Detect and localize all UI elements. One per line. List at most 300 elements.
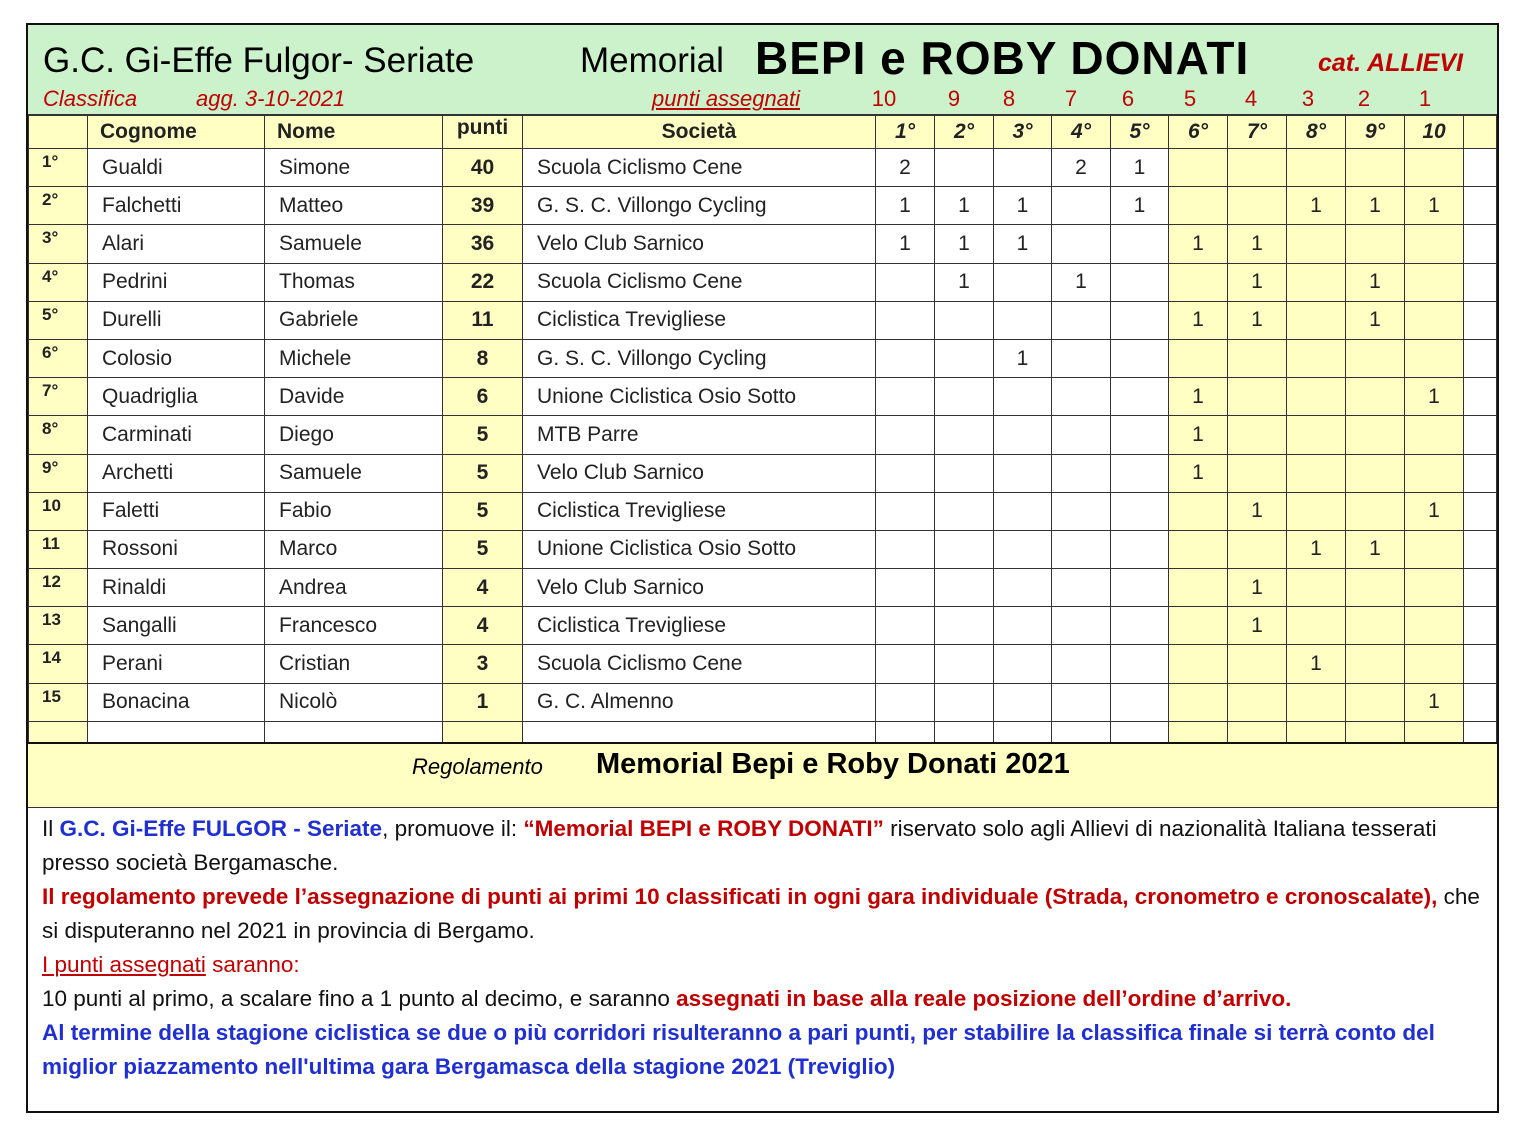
position-count-cell: [1111, 607, 1169, 645]
position-count-cell: [1111, 454, 1169, 492]
spare-cell: [1464, 569, 1497, 607]
rank-cell: 12: [29, 569, 88, 607]
position-count-cell: 1: [1287, 645, 1346, 683]
points-cell: 5: [443, 530, 523, 568]
position-count-cell: 1: [1169, 225, 1228, 263]
name-cell: Thomas: [265, 263, 443, 301]
points-value: 3: [1301, 86, 1315, 111]
position-count-cell: [1169, 492, 1228, 530]
memorial-label: Memorial: [580, 41, 724, 80]
position-count-cell: [876, 301, 935, 339]
position-count-cell: [876, 454, 935, 492]
position-count-cell: 1: [1405, 492, 1464, 530]
position-count-cell: [1052, 645, 1111, 683]
surname-cell: Sangalli: [88, 607, 265, 645]
position-count-cell: [1346, 492, 1405, 530]
position-header: 3°: [994, 116, 1052, 149]
position-count-cell: [1287, 378, 1346, 416]
table-row: [29, 645, 1497, 683]
position-count-cell: [1405, 416, 1464, 454]
position-header: 9°: [1346, 116, 1405, 149]
name-cell: Davide: [265, 378, 443, 416]
position-count-cell: 1: [1169, 416, 1228, 454]
position-count-cell: 1: [994, 225, 1052, 263]
position-count-cell: [876, 339, 935, 377]
standings-table: [28, 115, 1497, 757]
table-row: [29, 492, 1497, 530]
points-header: punti: [443, 116, 523, 149]
classifica-label: Classifica: [43, 86, 138, 111]
position-count-cell: [1405, 225, 1464, 263]
points-value: 7: [1064, 86, 1078, 111]
position-count-cell: [1169, 339, 1228, 377]
position-count-cell: [1169, 645, 1228, 683]
surname-cell: Faletti: [88, 492, 265, 530]
points-cell: 4: [443, 569, 523, 607]
position-count-cell: [1111, 645, 1169, 683]
team-cell: Ciclistica Trevigliese: [523, 301, 876, 339]
rules-paragraph-4: 10 punti al primo, a scalare fino a 1 punto al decimo, e saranno assegnati in base alla reale posizione dell’ordine d’arrivo.: [42, 986, 1292, 1011]
spare-cell: [1464, 301, 1497, 339]
position-count-cell: [876, 645, 935, 683]
position-count-cell: [935, 607, 994, 645]
position-count-cell: [1111, 339, 1169, 377]
position-count-cell: 1: [1346, 187, 1405, 225]
points-value: 4: [1244, 86, 1258, 111]
position-count-cell: 1: [1111, 187, 1169, 225]
position-count-cell: [1346, 416, 1405, 454]
position-count-cell: [1052, 339, 1111, 377]
position-count-cell: 1: [1287, 530, 1346, 568]
table-row: [29, 263, 1497, 301]
position-count-cell: [1111, 301, 1169, 339]
team-header: Società: [523, 116, 876, 149]
position-count-cell: [1228, 416, 1287, 454]
points-value: 6: [1121, 86, 1135, 111]
points-cell: 5: [443, 454, 523, 492]
position-count-cell: 1: [1169, 454, 1228, 492]
points-cell: 11: [443, 301, 523, 339]
position-count-cell: [1052, 301, 1111, 339]
position-count-cell: [994, 454, 1052, 492]
position-count-cell: [1405, 301, 1464, 339]
position-count-cell: [1287, 607, 1346, 645]
position-count-cell: [1052, 569, 1111, 607]
points-value: 9: [947, 86, 961, 111]
position-count-cell: 1: [935, 263, 994, 301]
rules-paragraph-1: Il G.C. Gi-Effe FULGOR - Seriate, promuove il: “Memorial BEPI e ROBY DONATI” riservato solo agli Allievi di nazionalità Italiana tesserati presso società Bergamasche.: [42, 816, 1437, 875]
rules-title: Memorial Bepi e Roby Donati 2021: [596, 748, 1070, 780]
position-count-cell: [1052, 492, 1111, 530]
team-cell: Scuola Ciclismo Cene: [523, 149, 876, 187]
position-count-cell: [1346, 225, 1405, 263]
team-cell: Velo Club Sarnico: [523, 454, 876, 492]
category-label: cat. ALLIEVI: [1318, 49, 1463, 77]
points-cell: 39: [443, 187, 523, 225]
position-count-cell: [1287, 339, 1346, 377]
surname-cell: Pedrini: [88, 263, 265, 301]
rank-cell: 11: [29, 530, 88, 568]
position-count-cell: [1405, 530, 1464, 568]
position-count-cell: [1228, 187, 1287, 225]
position-count-cell: [1346, 378, 1405, 416]
points-value: 10: [871, 86, 897, 111]
table-row: [29, 301, 1497, 339]
team-cell: G. S. C. Villongo Cycling: [523, 187, 876, 225]
position-count-cell: [994, 645, 1052, 683]
rank-header: [29, 116, 88, 149]
rank-cell: 1°: [29, 149, 88, 187]
surname-cell: Colosio: [88, 339, 265, 377]
name-header: Nome: [265, 116, 443, 149]
points-cell: 40: [443, 149, 523, 187]
points-cell: 8: [443, 339, 523, 377]
team-cell: Unione Ciclistica Osio Sotto: [523, 530, 876, 568]
spare-cell: [1464, 263, 1497, 301]
position-count-cell: [876, 492, 935, 530]
position-count-cell: [1405, 569, 1464, 607]
team-cell: G. C. Almenno: [523, 683, 876, 721]
position-count-cell: [994, 607, 1052, 645]
position-count-cell: [876, 378, 935, 416]
points-cell: 36: [443, 225, 523, 263]
rules-label: Regolamento: [412, 754, 543, 779]
table-row: [29, 378, 1497, 416]
position-count-cell: [1169, 683, 1228, 721]
surname-cell: Durelli: [88, 301, 265, 339]
rank-cell: 4°: [29, 263, 88, 301]
position-count-cell: 1: [1228, 301, 1287, 339]
position-count-cell: [1346, 149, 1405, 187]
spare-cell: [1464, 683, 1497, 721]
table-row: [29, 569, 1497, 607]
position-count-cell: [1405, 149, 1464, 187]
points-value: 2: [1357, 86, 1371, 111]
rules-paragraph-2: Il regolamento prevede l’assegnazione di punti ai primi 10 classificati in ogni gara individuale (Strada, cronometro e cronoscalate), che si disputeranno nel 2021 in provincia di Bergamo.: [42, 884, 1480, 943]
position-count-cell: [876, 530, 935, 568]
table-row: [29, 339, 1497, 377]
position-count-cell: 1: [1405, 683, 1464, 721]
position-count-cell: 1: [876, 187, 935, 225]
position-count-cell: [1228, 530, 1287, 568]
position-count-cell: 1: [1346, 301, 1405, 339]
position-count-cell: 2: [876, 149, 935, 187]
position-count-cell: [1405, 339, 1464, 377]
team-cell: Ciclistica Trevigliese: [523, 607, 876, 645]
points-value: 8: [1002, 86, 1016, 111]
position-count-cell: [994, 416, 1052, 454]
position-count-cell: 1: [1111, 149, 1169, 187]
position-count-cell: [1169, 569, 1228, 607]
rules-header: [28, 744, 1497, 808]
position-header: 2°: [935, 116, 994, 149]
position-count-cell: [1287, 454, 1346, 492]
position-count-cell: [1111, 492, 1169, 530]
position-header: 8°: [1287, 116, 1346, 149]
club-title: G.C. Gi-Effe Fulgor- Seriate: [43, 41, 475, 80]
position-count-cell: [994, 378, 1052, 416]
position-header: 10: [1405, 116, 1464, 149]
position-count-cell: [994, 301, 1052, 339]
update-date: agg. 3-10-2021: [196, 86, 346, 111]
spare-cell: [1464, 149, 1497, 187]
surname-cell: Archetti: [88, 454, 265, 492]
position-count-cell: [1287, 416, 1346, 454]
table-row: [29, 149, 1497, 187]
position-count-cell: [1228, 645, 1287, 683]
name-cell: Francesco: [265, 607, 443, 645]
position-count-cell: [1111, 378, 1169, 416]
table-header-row: [29, 116, 1497, 149]
rank-cell: 14: [29, 645, 88, 683]
position-count-cell: 1: [1228, 492, 1287, 530]
standings-header: [28, 25, 1497, 115]
position-count-cell: [1111, 416, 1169, 454]
position-count-cell: [935, 378, 994, 416]
position-count-cell: [1346, 645, 1405, 683]
position-count-cell: [1169, 530, 1228, 568]
surname-header: Cognome: [88, 116, 265, 149]
points-assigned-label: punti assegnati: [652, 86, 800, 111]
rules-panel: [26, 742, 1499, 1113]
rank-cell: 10: [29, 492, 88, 530]
points-cell: 22: [443, 263, 523, 301]
table-row: [29, 530, 1497, 568]
rank-cell: 6°: [29, 339, 88, 377]
position-count-cell: [1287, 149, 1346, 187]
surname-cell: Rossoni: [88, 530, 265, 568]
position-count-cell: [935, 149, 994, 187]
spare-cell: [1464, 492, 1497, 530]
position-count-cell: [1111, 530, 1169, 568]
position-count-cell: 1: [1287, 187, 1346, 225]
position-count-cell: [1228, 149, 1287, 187]
rules-paragraph-3: I punti assegnati saranno:: [42, 952, 300, 977]
position-count-cell: [876, 607, 935, 645]
team-cell: Velo Club Sarnico: [523, 569, 876, 607]
position-count-cell: 1: [1228, 569, 1287, 607]
position-count-cell: [994, 149, 1052, 187]
table-row: [29, 225, 1497, 263]
position-count-cell: [1052, 607, 1111, 645]
position-count-cell: [1228, 683, 1287, 721]
position-header: 7°: [1228, 116, 1287, 149]
points-cell: 5: [443, 492, 523, 530]
team-cell: G. S. C. Villongo Cycling: [523, 339, 876, 377]
position-count-cell: 1: [1169, 301, 1228, 339]
spare-cell: [1464, 454, 1497, 492]
club-name: G.C. Gi-Effe FULGOR - Seriate: [59, 816, 383, 841]
position-count-cell: 1: [1169, 378, 1228, 416]
position-count-cell: 1: [1228, 263, 1287, 301]
position-count-cell: [1052, 416, 1111, 454]
position-count-cell: 1: [994, 339, 1052, 377]
position-count-cell: [1346, 569, 1405, 607]
position-count-cell: [1052, 187, 1111, 225]
points-cell: 4: [443, 607, 523, 645]
name-cell: Nicolò: [265, 683, 443, 721]
position-count-cell: [1111, 569, 1169, 607]
team-cell: Velo Club Sarnico: [523, 225, 876, 263]
position-count-cell: 1: [1346, 530, 1405, 568]
rank-cell: 9°: [29, 454, 88, 492]
position-count-cell: [876, 569, 935, 607]
team-cell: Scuola Ciclismo Cene: [523, 263, 876, 301]
rank-cell: 7°: [29, 378, 88, 416]
rules-paragraph-5: Al termine della stagione ciclistica se due o più corridori risulteranno a pari punti, per stabilire la classifica finale si terrà conto del miglior piazzamento nell'ultima gara Bergamasca della stagione 2021 (Treviglio): [42, 1020, 1435, 1079]
position-count-cell: [1287, 301, 1346, 339]
points-cell: 3: [443, 645, 523, 683]
position-count-cell: [1405, 454, 1464, 492]
spare-header: [1464, 116, 1497, 149]
position-count-cell: [1052, 378, 1111, 416]
table-row: [29, 607, 1497, 645]
table-row: [29, 683, 1497, 721]
position-count-cell: 1: [1405, 378, 1464, 416]
position-count-cell: [1346, 339, 1405, 377]
position-count-cell: [1287, 263, 1346, 301]
name-cell: Matteo: [265, 187, 443, 225]
position-count-cell: 1: [935, 225, 994, 263]
name-cell: Simone: [265, 149, 443, 187]
position-count-cell: [1287, 225, 1346, 263]
name-cell: Cristian: [265, 645, 443, 683]
position-count-cell: [1052, 454, 1111, 492]
points-cell: 1: [443, 683, 523, 721]
name-cell: Marco: [265, 530, 443, 568]
position-count-cell: [1111, 683, 1169, 721]
name-cell: Diego: [265, 416, 443, 454]
position-count-cell: [994, 683, 1052, 721]
position-count-cell: [876, 416, 935, 454]
name-cell: Gabriele: [265, 301, 443, 339]
position-count-cell: [1405, 645, 1464, 683]
position-count-cell: 1: [994, 187, 1052, 225]
surname-cell: Alari: [88, 225, 265, 263]
surname-cell: Gualdi: [88, 149, 265, 187]
rank-cell: 3°: [29, 225, 88, 263]
surname-cell: Perani: [88, 645, 265, 683]
position-count-cell: [1111, 263, 1169, 301]
points-cell: 6: [443, 378, 523, 416]
name-cell: Andrea: [265, 569, 443, 607]
position-count-cell: [994, 569, 1052, 607]
rank-cell: 15: [29, 683, 88, 721]
position-header: 5°: [1111, 116, 1169, 149]
team-cell: MTB Parre: [523, 416, 876, 454]
spare-cell: [1464, 378, 1497, 416]
surname-cell: Falchetti: [88, 187, 265, 225]
team-cell: Scuola Ciclismo Cene: [523, 645, 876, 683]
position-count-cell: [1287, 683, 1346, 721]
position-count-cell: [935, 339, 994, 377]
position-count-cell: [935, 301, 994, 339]
surname-cell: Quadriglia: [88, 378, 265, 416]
rank-cell: 13: [29, 607, 88, 645]
position-count-cell: [1169, 149, 1228, 187]
position-header: 4°: [1052, 116, 1111, 149]
position-count-cell: [935, 416, 994, 454]
position-count-cell: [935, 454, 994, 492]
position-count-cell: [1346, 683, 1405, 721]
position-count-cell: [1169, 607, 1228, 645]
position-count-cell: [1346, 607, 1405, 645]
spare-cell: [1464, 607, 1497, 645]
position-count-cell: [1169, 187, 1228, 225]
points-cell: 5: [443, 416, 523, 454]
event-title: BEPI e ROBY DONATI: [755, 32, 1250, 84]
rank-cell: 8°: [29, 416, 88, 454]
position-count-cell: [935, 645, 994, 683]
position-count-cell: 1: [935, 187, 994, 225]
table-row: [29, 187, 1497, 225]
spare-cell: [1464, 225, 1497, 263]
team-cell: Unione Ciclistica Osio Sotto: [523, 378, 876, 416]
team-cell: Ciclistica Trevigliese: [523, 492, 876, 530]
position-count-cell: [935, 569, 994, 607]
position-count-cell: 1: [1405, 187, 1464, 225]
points-value: 1: [1418, 86, 1432, 111]
surname-cell: Bonacina: [88, 683, 265, 721]
position-count-cell: [1287, 569, 1346, 607]
position-count-cell: [994, 530, 1052, 568]
position-count-cell: [994, 263, 1052, 301]
surname-cell: Rinaldi: [88, 569, 265, 607]
spare-cell: [1464, 530, 1497, 568]
name-cell: Fabio: [265, 492, 443, 530]
position-count-cell: [994, 492, 1052, 530]
rank-cell: 2°: [29, 187, 88, 225]
position-count-cell: [935, 530, 994, 568]
position-header: 6°: [1169, 116, 1228, 149]
position-count-cell: 1: [1052, 263, 1111, 301]
table-row: [29, 416, 1497, 454]
position-count-cell: [1052, 683, 1111, 721]
rules-text: [28, 808, 1497, 1084]
spare-cell: [1464, 645, 1497, 683]
standings-panel: [26, 23, 1499, 759]
name-cell: Michele: [265, 339, 443, 377]
position-count-cell: 1: [876, 225, 935, 263]
rank-cell: 5°: [29, 301, 88, 339]
spare-cell: [1464, 187, 1497, 225]
position-count-cell: [1346, 454, 1405, 492]
event-name: “Memorial BEPI e ROBY DONATI”: [523, 816, 884, 841]
surname-cell: Carminati: [88, 416, 265, 454]
position-count-cell: [1228, 378, 1287, 416]
points-value: 5: [1183, 86, 1197, 111]
position-count-cell: [876, 683, 935, 721]
position-count-cell: [1169, 263, 1228, 301]
position-count-cell: [1111, 225, 1169, 263]
spare-cell: [1464, 339, 1497, 377]
name-cell: Samuele: [265, 454, 443, 492]
table-row: [29, 454, 1497, 492]
position-count-cell: 2: [1052, 149, 1111, 187]
position-count-cell: [935, 492, 994, 530]
spare-cell: [1464, 416, 1497, 454]
position-count-cell: [1228, 339, 1287, 377]
position-count-cell: 1: [1228, 607, 1287, 645]
position-count-cell: 1: [1346, 263, 1405, 301]
name-cell: Samuele: [265, 225, 443, 263]
position-header: 1°: [876, 116, 935, 149]
position-count-cell: [876, 263, 935, 301]
position-count-cell: [1287, 492, 1346, 530]
position-count-cell: [1052, 530, 1111, 568]
position-count-cell: [1405, 263, 1464, 301]
position-count-cell: [1405, 607, 1464, 645]
